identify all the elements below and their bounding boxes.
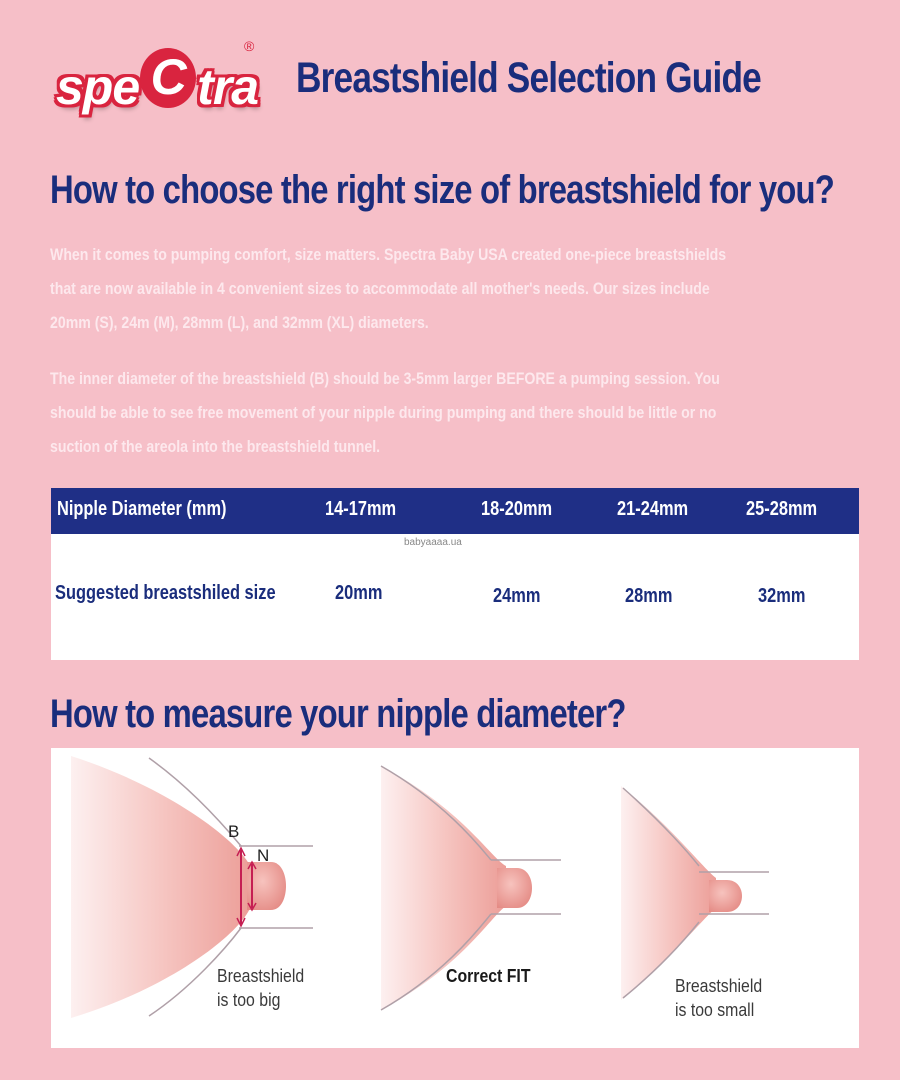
logo-wordmark: spe C tra [56,49,259,115]
measure-heading: How to measure your nipple diameter? [50,692,626,736]
header-label: Nipple Diameter (mm) [57,498,227,520]
diameter-cell: 14-17mm [325,498,397,520]
logo-c-mark: C [140,48,196,108]
spectra-logo [48,22,266,122]
paragraph-line: 20mm (S), 24m (M), 28mm (L), and 32mm (XL) diameters. [50,313,429,332]
page-title: Breastshield Selection Guide [296,54,761,102]
size-cell: 28mm [625,585,673,607]
watermark: babyaaaa.ua [404,537,462,548]
caption-too-small: Breastshield is too small [675,976,763,1020]
diameter-cell: 25-28mm [746,498,818,520]
size-table [51,488,859,660]
caption-correct-fit: Correct FIT [446,966,531,986]
registered-mark: ® [244,38,255,54]
intro-paragraph [50,238,855,340]
label-n: N [257,846,270,865]
fit-diagrams [51,748,859,1048]
paragraph-line: When it comes to pumping comfort, size matters. Spectra Baby USA created one-piece breastshields [50,245,727,264]
row-label: Suggested breastshiled size [55,582,276,604]
caption-too-big: Breastshield is too big [217,966,305,1010]
inner-diameter-paragraph [50,362,855,464]
size-cell: 32mm [758,585,806,607]
size-cell: 24mm [493,585,541,607]
diameter-cell: 21-24mm [617,498,689,520]
paragraph-line: suction of the areola into the breastshield tunnel. [50,437,381,456]
choose-size-heading: How to choose the right size of breastshield for you? [50,168,834,212]
paragraph-line: The inner diameter of the breastshield (B) should be 3-5mm larger BEFORE a pumping session. You [50,369,720,388]
paragraph-line: should be able to see free movement of your nipple during pumping and there should be little or no [50,403,717,422]
label-b: B [228,822,240,841]
too-small-diagram [621,786,769,1000]
paragraph-line: that are now available in 4 convenient sizes to accommodate all mother's needs. Our sizes include [50,279,710,298]
size-cell: 20mm [335,582,383,604]
diameter-cell: 18-20mm [481,498,553,520]
table-header-row [51,488,859,534]
